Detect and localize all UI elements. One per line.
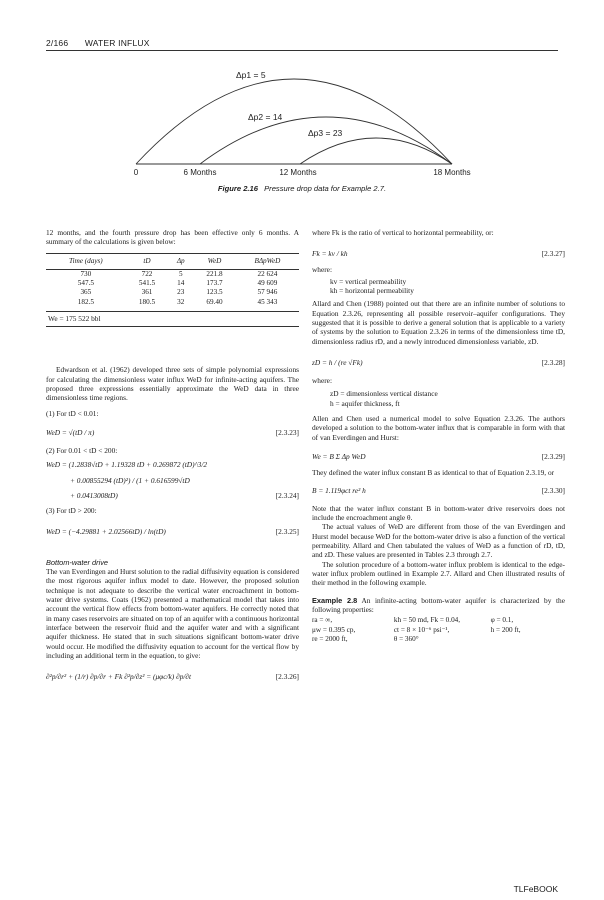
definition: h = aquifer thickness, ft xyxy=(330,398,400,408)
section-heading: Bottom-water drive xyxy=(46,557,109,567)
where-label: where: xyxy=(312,376,332,386)
paragraph: They defined the water influx constant B as identical to that of Equation 2.3.19, or xyxy=(312,468,555,478)
case-1-label: (1) For tD < 0.01: xyxy=(46,408,99,418)
where-label: where: xyxy=(312,265,332,275)
curve-dp3 xyxy=(300,138,452,164)
paragraph: Edwardson et al. (1962) developed three sets of simple polynomial expressions for calculating the dimensionless water influx WeD for infinite-acting aquifers. The proposed three expressions essentially approximate the WeD data in three dimensionless time regions. xyxy=(46,365,299,403)
table-row xyxy=(46,270,299,280)
property xyxy=(491,635,565,644)
table-row xyxy=(46,298,299,309)
cell: 361 xyxy=(141,288,153,297)
paragraph: 12 months, and the fourth pressure drop has been effective only 6 months. A summary of the calculations is given below: xyxy=(46,228,299,247)
equation: We = B Σ Δp WeD xyxy=(312,452,366,462)
label-dp2: Δp2 = 14 xyxy=(248,112,283,122)
tick-12-months: 12 Months xyxy=(279,168,317,177)
equation-number: [2.3.26] xyxy=(275,672,299,682)
property: φ = 0.1, xyxy=(490,616,514,625)
paragraph: The solution procedure of a bottom-water influx problem is identical to the edge-water influx problem outlined in Example 2.7. Allard and Chen illustrated results of their method in the following example. xyxy=(312,559,565,588)
equation-number: [2.3.30] xyxy=(541,485,565,495)
equation-2-3-23 xyxy=(46,422,299,444)
cell: 23 xyxy=(177,288,185,297)
equation-2-3-30 xyxy=(312,484,565,498)
paragraph: The actual values of WeD are different from those of the van Everdingen and Hurst model because WeD for the bottom-water drive is also a function of the vertical permeability. Allard and Chen tabulated the values of WeD as a function of rD, tD, and zD. These values are presented in Tables 2.3 through 2.7. xyxy=(312,522,565,560)
tick-18-months: 18 Months xyxy=(433,168,471,177)
equation-number: [2.3.29] xyxy=(541,452,565,462)
equation: WeD = (−4.29881 + 2.02566tD) / ln(tD) xyxy=(46,526,166,536)
col-header: BΔpWeD xyxy=(236,253,299,269)
col-header: Δp xyxy=(168,253,193,269)
cell: 722 xyxy=(141,270,153,279)
total-influx: We = 175 522 bbl xyxy=(46,311,299,327)
cell: 49 609 xyxy=(257,279,278,288)
cell: 180.5 xyxy=(138,297,156,306)
equation-2-3-27 xyxy=(312,247,565,261)
equation-line: WeD = (1.2838√tD + 1.19328 tD + 0.269872 (tD)^3/2 xyxy=(46,460,208,470)
label-dp3: Δp3 = 23 xyxy=(308,128,343,138)
equation: zD = h / (re √Fk) xyxy=(312,358,363,368)
pressure-drop-figure xyxy=(0,0,604,200)
property: θ = 360° xyxy=(393,634,419,643)
property: ra = ∞, xyxy=(312,616,333,625)
equation-2-3-28 xyxy=(312,352,565,374)
property: kh = 50 md, Fk = 0.04, xyxy=(393,616,461,625)
definition: kh = horizontal permeability xyxy=(330,286,414,296)
figure-caption xyxy=(0,184,604,193)
equation: ∂²p/∂r² + (1/r) ∂p/∂r + Fk ∂²p/∂z² = (μφc/k) ∂p/∂t xyxy=(46,672,192,682)
label-dp1: Δp1 = 5 xyxy=(236,70,266,80)
paragraph: where Fk is the ratio of vertical to horizontal permeability, or: xyxy=(312,228,494,237)
cell: 173.7 xyxy=(206,279,223,288)
equation-2-3-24 xyxy=(46,460,299,500)
cell: 541.5 xyxy=(138,279,156,288)
tick-0: 0 xyxy=(133,168,139,177)
paragraph: The van Everdingen and Hurst solution to the radial diffusivity equation is considered the most rigorous aquifer influx model to date. However, the proposed solution technique is not adequate to describe the vertical water encroachment in bottom-water drive systems. Coats (1962) presented a mathematical model that takes into account the vertical flow effects from bottom-water aquifers. He correctly noted that in many cases reservoirs are situated on top of an aquifer with a continuous horizontal interface between the reservoir fluid and the aquifer water and with a significant aquifer thickness. He stated that in such situations significant bottom-water drive would occur. He modified the diffusivity equation to account for the vertical flow by including an additional term in the equation, to give: xyxy=(46,566,299,661)
cell: 14 xyxy=(177,279,185,288)
cell: 730 xyxy=(80,270,92,279)
equation: Fk = kv / kh xyxy=(312,249,348,259)
cell: 45 343 xyxy=(257,297,278,306)
equation-number: [2.3.23] xyxy=(275,427,299,437)
curve-dp2 xyxy=(200,117,452,164)
curve-dp1 xyxy=(136,79,452,164)
equation-number: [2.3.25] xyxy=(275,526,299,536)
calculation-summary-table xyxy=(46,253,299,309)
equation-number: [2.3.24] xyxy=(275,490,299,500)
example-label: Example 2.8 xyxy=(312,595,358,605)
cell: 57 946 xyxy=(257,288,278,297)
paragraph: Allen and Chen used a numerical model to solve Equation 2.3.26. The authors developed a solution to the bottom-water influx that is comparable in form with that of van Everdingen and Hurst: xyxy=(312,414,565,442)
paragraph: Note that the water influx constant B in bottom-water drive reservoirs does not include the encroachment angle θ. xyxy=(312,503,565,522)
equation: WeD = √(tD / π) xyxy=(46,427,95,437)
case-3-label: (3) For tD > 200: xyxy=(46,506,97,516)
property: ct = 8 × 10⁻⁶ psi⁻¹, xyxy=(393,625,450,634)
page-number: 2/166 xyxy=(46,38,69,48)
cell: 32 xyxy=(177,297,185,306)
equation-2-3-29 xyxy=(312,450,565,464)
tick-6-months: 6 Months xyxy=(183,168,217,177)
cell: 365 xyxy=(80,288,92,297)
footer-source: TLFeBOOK xyxy=(513,884,558,894)
equation-number: [2.3.28] xyxy=(541,358,565,368)
cell: 221.8 xyxy=(206,270,223,279)
example-paragraph xyxy=(312,596,565,615)
definition: kv = vertical permeability xyxy=(330,276,407,286)
col-header: Time (days) xyxy=(46,253,126,269)
figure-label: Figure 2.16 xyxy=(217,184,258,193)
table-header-row xyxy=(46,253,299,269)
cell: 547.5 xyxy=(77,279,94,288)
col-header: WeD xyxy=(193,253,236,269)
cell: 22 624 xyxy=(257,270,278,279)
definition-list xyxy=(330,389,565,408)
right-column xyxy=(312,228,565,644)
equation-line: + 0.00855294 (tD)²) / (1 + 0.616599√tD xyxy=(70,475,190,485)
table-row xyxy=(46,279,299,288)
case-2-label: (2) For 0.01 < tD < 200: xyxy=(46,445,118,455)
equation-line: + 0.0413008tD) xyxy=(70,490,118,500)
col-header: tD xyxy=(126,253,169,269)
definition: zD = dimensionless vertical distance xyxy=(330,389,438,399)
property: h = 200 ft, xyxy=(490,625,521,634)
paragraph: Allard and Chen (1988) pointed out that there are an infinite number of solutions to Equation 2.3.26, representing all possible reservoir–aquifer configurations. They suggested that it is possible to derive a general solution that is applicable to a variety of systems by the solution to Equation 2.3.26 in terms of the dimensionless time tD, dimensionless radius rD, and a newly introduced dimensionless variable, zD. xyxy=(312,299,565,346)
cell: 182.5 xyxy=(77,297,94,306)
cell: 69.40 xyxy=(206,297,223,306)
equation: B = 1.119φct re² h xyxy=(312,485,366,495)
chapter-title: WATER INFLUX xyxy=(84,38,150,48)
cell: 123.5 xyxy=(206,288,223,297)
table-row xyxy=(46,288,299,297)
property: μw = 0.395 cp, xyxy=(312,625,356,634)
figure-caption-text: Pressure drop data for Example 2.7. xyxy=(264,184,387,193)
equation-2-3-26 xyxy=(46,666,299,688)
equation-number: [2.3.27] xyxy=(541,249,565,259)
equation-2-3-25 xyxy=(46,520,299,544)
example-properties xyxy=(312,616,565,644)
cell: 5 xyxy=(178,270,183,279)
property: re = 2000 ft, xyxy=(312,634,348,643)
example-text: An infinite-acting bottom-water aquifer is characterized by the following properties: xyxy=(312,595,565,614)
left-column xyxy=(46,228,299,690)
definition-list xyxy=(330,277,565,296)
